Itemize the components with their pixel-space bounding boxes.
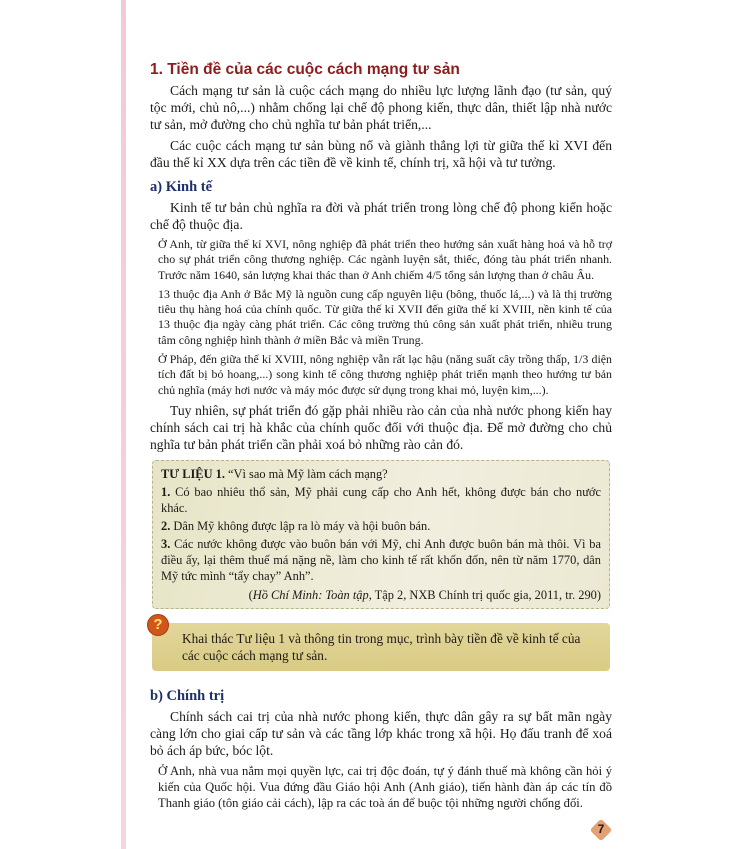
page-number: 7	[597, 821, 605, 836]
citation-title: Hồ Chí Minh: Toàn tập	[252, 587, 369, 602]
question-icon: ?	[147, 614, 169, 636]
subheading-politics: b) Chính trị	[150, 687, 225, 704]
detail-paragraph: Ở Anh, nhà vua nắm mọi quyền lực, cai trị độc đoán, tự ý đánh thuế mà không cần hỏi ý kiến của Quốc hội. Vua đứng đầu Giáo hội Anh (Anh giáo), tiến hành đàn áp các tín đồ Thanh giáo (tôn giáo cải cách), lập ra các toà án để buộc tội những người chống đối.	[158, 763, 612, 810]
textbook-page	[150, 0, 612, 849]
detail-paragraph: Ở Anh, từ giữa thế kỉ XVI, nông nghiệp đã phát triển theo hướng sản xuất hàng hoá và hỗ trợ cho sự phát triển công thương nghiệp. Các ngành luyện sắt, thiếc, đóng tàu phát triển nhanh. Trước năm 1640, sản lượng khai thác than ở Anh chiếm 4/5 tổng sản lượng than ở châu Âu.	[158, 237, 612, 282]
paragraph: Chính sách cai trị của nhà nước phong kiến, thực dân gây ra sự bất mãn ngày càng lớn cho giai cấp tư sản và các tầng lớp khác trong xã hội. Họ đấu tranh để xoá bỏ ách áp bức, bóc lột.	[150, 708, 612, 758]
page-number-badge	[590, 819, 612, 841]
item-number: 2.	[161, 518, 171, 533]
item-number: 3.	[161, 536, 171, 551]
paragraph: Tuy nhiên, sự phát triển đó gặp phải nhiều rào cản của nhà nước phong kiến hay chính sách cai trị hà khắc của chính quốc đối với thuộc địa. Để mở đường cho chủ nghĩa tư bản phát triển cần phải xoá bỏ những rào cản đó.	[150, 402, 612, 452]
source-heading: “Vì sao mà Mỹ làm cách mạng?	[228, 466, 388, 481]
section-title: 1. Tiền đề của các cuộc cách mạng tư sản	[150, 61, 460, 78]
citation	[161, 587, 601, 603]
question-text: Khai thác Tư liệu 1 và thông tin trong mục, trình bày tiền đề về kinh tế của các cuộc cách mạng tư sản.	[182, 630, 581, 663]
item-number: 1.	[161, 484, 171, 499]
page-edge-strip	[121, 0, 126, 849]
intro-paragraph: Các cuộc cách mạng tư sản bùng nổ và giành thắng lợi từ giữa thế kỉ XVI đến đầu thế kỉ XX dựa trên các tiền đề về kinh tế, chính trị, xã hội và tư tưởng.	[150, 138, 612, 170]
paragraph: Kinh tế tư bản chủ nghĩa ra đời và phát triển trong lòng chế độ phong kiến hoặc chế độ thuộc địa.	[150, 200, 612, 232]
source-label: TƯ LIỆU 1.	[161, 466, 225, 481]
detail-paragraph: 13 thuộc địa Anh ở Bắc Mỹ là nguồn cung cấp nguyên liệu (bông, thuốc lá,...) và là thị trường tiêu thụ hàng hoá của chính quốc. Từ giữa thế kỉ XVII đến giữa thế kỉ XVIII, nền kinh tế của 13 thuộc địa ngày càng phát triển. Các công trường thủ công sản xuất phát triển, nhiều trung tâm công nghiệp hình thành ở miền Bắc và miền Trung.	[158, 286, 612, 347]
source-document-box	[152, 460, 610, 609]
source-item: Dân Mỹ không được lập ra lò máy và hội buôn bán.	[173, 518, 431, 533]
detail-paragraph: Ở Pháp, đến giữa thế kỉ XVIII, nông nghiệp vẫn rất lạc hậu (năng suất cây trồng thấp, 1/3 diện tích đất bị bỏ hoang,...) song kinh tế công thương nghiệp phát triển mạnh theo hướng tư bản chủ nghĩa (máy hơi nước và máy móc được sử dụng trong khai mỏ, luyện kim,...).	[158, 352, 612, 397]
citation-paren: (	[248, 587, 253, 602]
question-box	[152, 615, 610, 671]
citation-detail: , Tập 2, NXB Chính trị quốc gia, 2011, tr. 290)	[368, 587, 601, 602]
source-item: Có bao nhiêu thổ sản, Mỹ phải cung cấp cho Anh hết, không được bán cho nước khác.	[161, 484, 601, 515]
source-item: Các nước không được vào buôn bán với Mỹ, chỉ Anh được buôn bán mà thôi. Vì ba điều ấy, lại thêm thuế má nặng nề, làm cho kinh tế rất khốn đốn, nên từ năm 1770, dân Mỹ tức mình “tẩy chay” Anh”.	[161, 536, 602, 583]
subheading-economy: a) Kinh tế	[150, 179, 213, 195]
intro-paragraph: Cách mạng tư sản là cuộc cách mạng do nhiều lực lượng lãnh đạo (tư sản, quý tộc mới, chủ nô,...) nhằm chống lại chế độ phong kiến, thực dân, thiết lập nhà nước tư sản, mở đường cho chủ nghĩa tư bản phát triển,...	[150, 83, 612, 132]
